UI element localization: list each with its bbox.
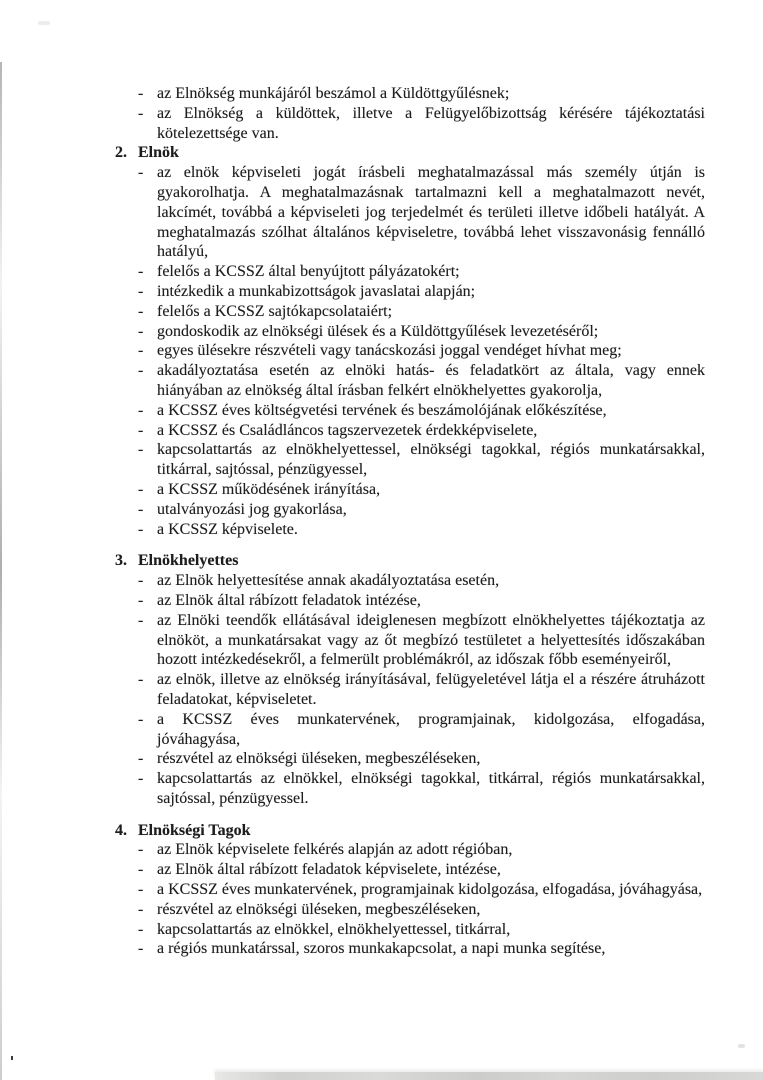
dash-icon: - <box>138 591 144 609</box>
dash-icon: - <box>138 861 144 879</box>
list-item <box>138 480 705 500</box>
list-item <box>138 769 705 809</box>
dash-icon: - <box>138 322 144 340</box>
list-item <box>138 104 705 144</box>
list-item-text: utalványozási jog gyakorlása, <box>157 500 347 518</box>
section-bullet-list <box>138 571 705 809</box>
list-item <box>138 401 705 421</box>
dash-icon: - <box>138 362 144 380</box>
list-item <box>138 571 705 591</box>
list-item-text: akadályoztatása esetén az elnöki hatás- és feladatkört az általa, vagy ennek hiányában az elnökség által írásban felkért elnökhelyettes gyakorolja, <box>157 362 705 399</box>
dash-icon: - <box>138 342 144 360</box>
list-item-text: kapcsolattartás az elnökhelyettessel, elnökségi tagokkal, régiós munkatársakkal, titkárral, sajtóssal, pénzügyessel, <box>157 441 705 479</box>
list-item-text: az elnök képviseleti jogát írásbeli meghatalmazással más személy útján is gyakorolhatja. A meghatalmazásnak tartalmazni kell a meghatalmazott nevét, lakcímét, továbbá a képviseleti jog terjedelmét és területi illetve időbeli hatályát. A meghatalmazás szólhat általános képviseletre, továbbá lehet visszavonásig fennálló hatályú, <box>157 164 705 261</box>
section-heading <box>115 821 705 841</box>
list-item-text: az Elnök által rábízott feladatok intézése, <box>157 591 421 609</box>
dash-icon: - <box>138 900 144 918</box>
list-item-text: felelős a KCSSZ által benyújtott pályázatokért; <box>157 263 460 281</box>
section-elnokhelyettes <box>115 551 705 808</box>
list-item <box>138 520 705 540</box>
section-heading <box>115 551 705 571</box>
section-title: Elnök <box>138 144 179 162</box>
list-item <box>138 920 705 940</box>
dash-icon: - <box>138 500 144 518</box>
section-number: 4. <box>115 821 127 839</box>
list-item <box>138 84 705 104</box>
dash-icon: - <box>138 750 144 768</box>
list-item <box>138 900 705 920</box>
dash-icon: - <box>138 104 144 122</box>
list-item-text: az elnök, illetve az elnökség irányításával, felügyeletével látja el a részére átruházott feladatokat, képviseletet. <box>157 671 705 708</box>
dash-icon: - <box>138 611 144 629</box>
dash-icon: - <box>138 940 144 958</box>
dash-icon: - <box>138 710 144 728</box>
list-item-text: az Elnökség munkájáról beszámol a Küldöttgyűlésnek; <box>157 85 510 102</box>
scan-speck-artifact <box>738 1044 745 1048</box>
list-item-text: a KCSSZ képviselete. <box>157 520 298 538</box>
section-number: 2. <box>115 144 127 162</box>
list-item-text: gondoskodik az elnökségi ülések és a Küldöttgyűlések levezetéséről; <box>157 322 599 340</box>
list-item-text: az Elnök által rábízott feladatok képviselete, intézése, <box>157 861 501 879</box>
list-item-text: részvétel az elnökségi üléseken, megbeszéléseken, <box>157 750 481 768</box>
list-item <box>138 302 705 322</box>
dash-icon: - <box>138 401 144 419</box>
dash-icon: - <box>138 164 144 182</box>
intro-bullet-list <box>138 84 705 143</box>
list-item <box>138 440 705 480</box>
list-item <box>138 500 705 520</box>
dash-icon: - <box>138 85 144 102</box>
section-title: Elnökségi Tagok <box>138 821 251 839</box>
section-bullet-list <box>138 840 705 959</box>
list-item <box>138 860 705 880</box>
list-item <box>138 591 705 611</box>
scan-speck-artifact <box>38 21 50 25</box>
section-elnoksegi-tagok <box>115 821 705 960</box>
list-item-text: az Elnökség a küldöttek, illetve a Felügyelőbizottság kérésére tájékoztatási kötelezettsége van. <box>157 104 705 142</box>
dash-icon: - <box>138 770 144 788</box>
section-number: 3. <box>115 552 127 570</box>
list-item <box>138 341 705 361</box>
dash-icon: - <box>138 881 144 899</box>
list-item <box>138 361 705 401</box>
list-item-text: az Elnöki teendők ellátásával ideiglenesen megbízott elnökhelyettes tájékoztatja az elnököt, a munkatársakat vagy az őt megbízó testületet a helyettesítés időszakában hozott intézkedésekről, a felmerült problémákról, az időszak főbb eseményeiről, <box>157 611 705 669</box>
dash-icon: - <box>138 421 144 439</box>
list-item-text: a régiós munkatárssal, szoros munkakapcsolat, a napi munka segítése, <box>157 940 606 958</box>
list-item-text: az Elnök képviselete felkérés alapján az adott régióban, <box>157 841 513 859</box>
list-item-text: a KCSSZ és Családláncos tagszervezetek érdekképviselete, <box>157 421 538 439</box>
scan-edge-artifact <box>0 62 2 1080</box>
section-heading <box>115 143 705 163</box>
list-item <box>138 163 705 262</box>
list-item-text: a KCSSZ éves munkatervének, programjainak kidolgozása, elfogadása, jóváhagyása, <box>157 881 703 899</box>
dash-icon: - <box>138 841 144 859</box>
document-body <box>115 84 705 959</box>
dash-icon: - <box>138 920 144 938</box>
list-item-text: a KCSSZ éves munkatervének, programjainak, kidolgozása, elfogadása, jóváhagyása, <box>157 710 705 748</box>
section-bullet-list <box>138 163 705 539</box>
scan-bottom-band-artifact <box>215 1072 763 1080</box>
list-item <box>138 939 705 959</box>
scan-speck-artifact <box>11 1056 13 1060</box>
list-item <box>138 282 705 302</box>
list-item-text: a KCSSZ éves költségvetési tervének és beszámolójának előkészítése, <box>157 401 607 419</box>
list-item-text: felelős a KCSSZ sajtókapcsolataiért; <box>157 302 393 320</box>
list-item-text: kapcsolattartás az elnökkel, elnökségi tagokkal, titkárral, régiós munkatársakkal, sajtóssal, pénzügyessel. <box>157 770 705 807</box>
list-item <box>138 749 705 769</box>
dash-icon: - <box>138 282 144 300</box>
list-item <box>138 421 705 441</box>
dash-icon: - <box>138 480 144 498</box>
section-title: Elnökhelyettes <box>138 552 239 570</box>
list-item-text: a KCSSZ működésének irányítása, <box>157 480 381 498</box>
list-item-text: kapcsolattartás az elnökkel, elnökhelyettessel, titkárral, <box>157 920 511 938</box>
list-item-text: részvétel az elnökségi üléseken, megbeszéléseken, <box>157 900 481 918</box>
dash-icon: - <box>138 671 144 689</box>
list-item-text: intézkedik a munkabizottságok javaslatai alapján; <box>157 282 476 300</box>
dash-icon: - <box>138 302 144 320</box>
list-item <box>138 611 705 670</box>
list-item <box>138 670 705 710</box>
list-item <box>138 840 705 860</box>
list-item <box>138 322 705 342</box>
list-item-text: egyes ülésekre részvételi vagy tanácskozási joggal vendéget hívhat meg; <box>157 342 622 360</box>
dash-icon: - <box>138 572 144 590</box>
dash-icon: - <box>138 263 144 281</box>
dash-icon: - <box>138 441 144 459</box>
list-item <box>138 880 705 900</box>
dash-icon: - <box>138 520 144 538</box>
list-item <box>138 710 705 750</box>
list-item-text: az Elnök helyettesítése annak akadályoztatása esetén, <box>157 572 500 590</box>
list-item <box>138 262 705 282</box>
section-elnok <box>115 143 705 539</box>
